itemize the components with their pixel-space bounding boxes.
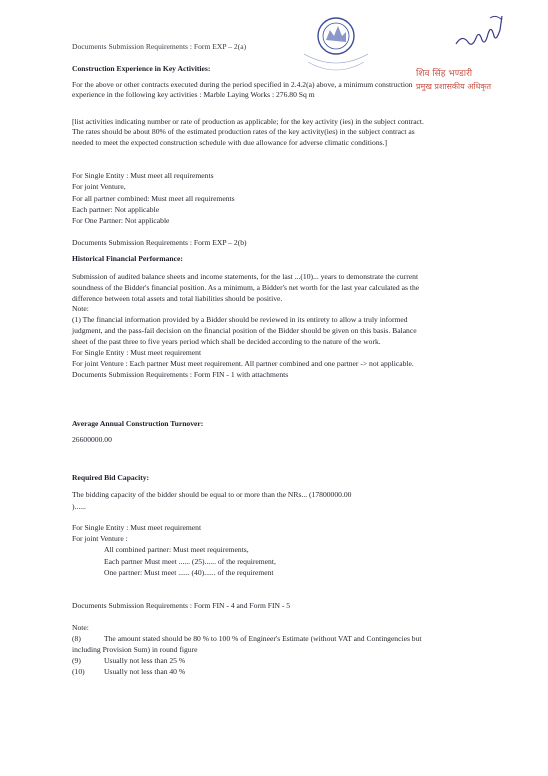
note-9-text: Usually not less than 25 %	[104, 656, 186, 665]
financial-note-label: Note:	[72, 304, 89, 313]
construction-experience-para2-line1: [list activities indicating number or rate of production as applicable; for the key activity (ies) in the subject contract.	[72, 117, 424, 126]
exp-req-single: For Single Entity : Must meet all requirements	[72, 171, 214, 180]
construction-experience-heading: Construction Experience in Key Activities:	[72, 64, 211, 73]
construction-experience-para1-line1: For the above or other contracts executed during the period specified in 2.4.2(a) above, a minimum construction	[72, 80, 413, 89]
note-8-line1: The amount stated should be 80 % to 100 % of Engineer's Estimate (without VAT and Contingencies but	[104, 634, 422, 643]
official-stamp	[416, 64, 528, 104]
note-10-text: Usually not less than 40 %	[104, 667, 186, 676]
turnover-value: 26600000.00	[72, 435, 112, 444]
form-fin1-line: Documents Submission Requirements : Form FIN - 1 with attachments	[72, 370, 289, 379]
bid-capacity-heading: Required Bid Capacity:	[72, 473, 150, 482]
financial-heading: Historical Financial Performance:	[72, 254, 183, 263]
note-10-number: (10)	[72, 667, 85, 676]
bid-req-one-partner: One partner: Must meet ...... (40)...... of the requirement	[104, 568, 274, 577]
financial-note1-line2: judgment, and the pass-fail decision on the financial position of the Bidder should be given on this basis. Balance	[72, 326, 417, 335]
construction-experience-para2-line2: The rates should be about 80% of the estimated production rates of the key activity(ies) in the subject contract as	[72, 127, 415, 136]
bid-req-jv: For joint Venture :	[72, 534, 128, 543]
bid-req-each-partner: Each partner Must meet ...... (25)...... of the requirement,	[104, 557, 276, 566]
note-9-number: (9)	[72, 656, 81, 665]
notes-heading: Note:	[72, 623, 89, 632]
signature	[452, 10, 508, 56]
bid-req-all-combined: All combined partner: Must meet requirements,	[104, 545, 249, 554]
note-8-line2: including Provision Sum) in round figure	[72, 645, 198, 654]
official-stamp-name: शिव सिंह भण्डारी	[416, 69, 473, 79]
exp-req-each-partner: Each partner: Not applicable	[72, 205, 160, 214]
financial-note1-line1: (1) The financial information provided by a Bidder should be reviewed in its entirety to allow a truly informed	[72, 315, 408, 324]
financial-note1-line3: sheet of the past three to five years period which shall be decided according to the nature of the work.	[72, 337, 381, 346]
financial-line1: Submission of audited balance sheets and income statements, for the last ...(10)... years to demonstrate the current	[72, 272, 419, 281]
bid-capacity-line1: The bidding capacity of the bidder should be equal to or more than the NRs... (17800000.00	[72, 490, 352, 499]
form-fin45-line: Documents Submission Requirements : Form FIN - 4 and Form FIN - 5	[72, 601, 291, 610]
municipal-seal	[296, 10, 376, 80]
bid-capacity-line2: )......	[72, 502, 86, 511]
exp-req-jv: For joint Venture,	[72, 182, 126, 191]
construction-experience-para2-line3: needed to meet the expected construction schedule with due allowance for adverse climatic conditions.]	[72, 138, 388, 147]
exp-req-one-partner: For One Partner: Not applicable	[72, 216, 170, 225]
exp-req-all-partner: For all partner combined: Must meet all requirements	[72, 194, 235, 203]
form-exp-2b-line: Documents Submission Requirements : Form EXP – 2(b)	[72, 238, 247, 247]
bid-req-single: For Single Entity : Must meet requirement	[72, 523, 202, 532]
financial-line2: soundness of the Bidder's financial position. As a minimum, a Bidder's net worth for the last year calculated as the	[72, 283, 420, 292]
financial-req-single: For Single Entity : Must meet requirement	[72, 348, 202, 357]
financial-req-jv: For joint Venture : Each partner Must meet requirement. All partner combined and one partner -> not applicable.	[72, 359, 414, 368]
note-8-number: (8)	[72, 634, 81, 643]
construction-experience-para1-line2: experience in the following key activities : Marble Laying Works : 276.80 Sq m	[72, 90, 315, 99]
turnover-heading: Average Annual Construction Turnover:	[72, 419, 204, 428]
financial-line3: difference between total assets and total liabilities should be positive.	[72, 294, 283, 303]
form-exp-2a-line: Documents Submission Requirements : Form EXP – 2(a)	[72, 42, 247, 51]
official-stamp-designation: प्रमुख प्रशासकीय अधिकृत	[416, 82, 492, 91]
